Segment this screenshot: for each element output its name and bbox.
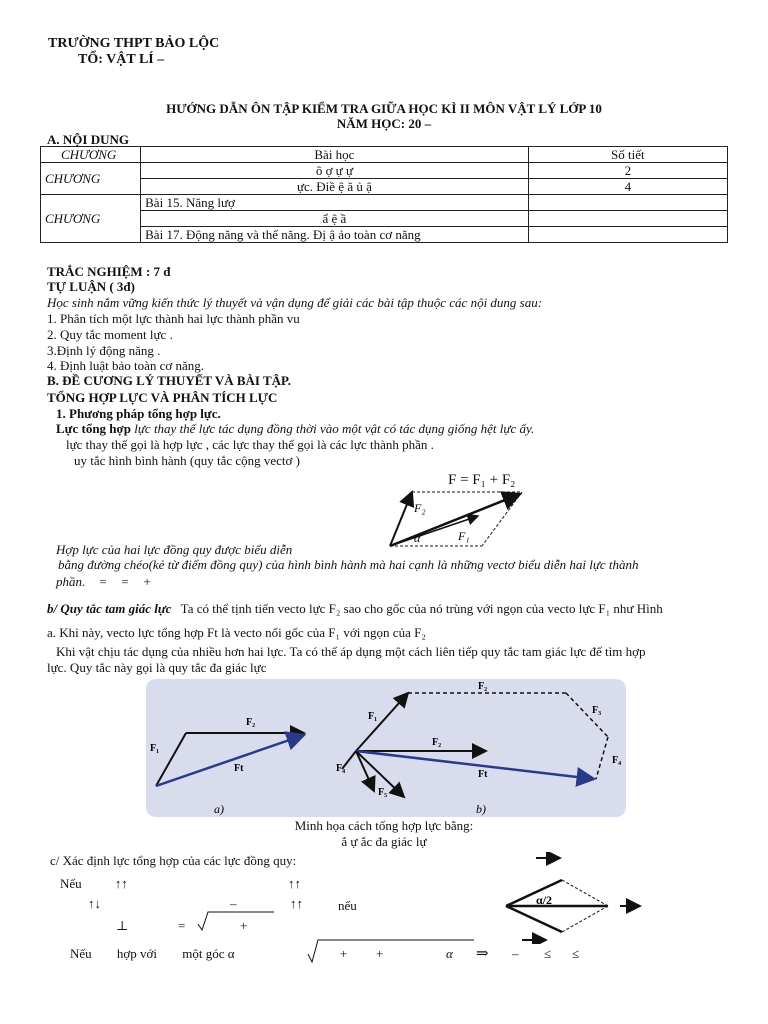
list-item: 4. Định luật bảo toàn cơ năng.	[47, 358, 205, 373]
table-cell-chapter: CHƯƠNG	[41, 163, 141, 195]
table-row	[41, 179, 728, 195]
section-a-title: A. NỘI DUNG	[47, 132, 129, 147]
resultant-text: Hợp lực của hai lực đồng quy được biểu diễn	[56, 542, 293, 557]
neu-label: Nếu	[60, 876, 82, 891]
case-opposite-direction: ↑↓	[88, 896, 101, 911]
fig-b-f4-origin-label: F₄	[336, 763, 346, 774]
f1-label: F₁	[458, 529, 470, 543]
fig-a-ft-label: Ft	[234, 763, 244, 774]
table-cell-periods	[528, 227, 727, 243]
lower-left-edge	[506, 906, 562, 932]
fig-b-f1-label: F₁	[368, 711, 378, 722]
implies-symbol: ⇒	[476, 946, 489, 962]
fig-a-f2-label: F₂	[246, 717, 256, 728]
hop-voi-text: hợp với	[116, 946, 158, 961]
method-title: 1. Phương pháp tổng hợp lực.	[56, 406, 221, 421]
minus-symbol: –	[230, 896, 237, 911]
plus-2: +	[376, 946, 384, 961]
table-cell-periods: 4	[528, 179, 727, 195]
definition-line-2: lực thay thế gọi là hợp lực , các lực thay thế gọi là các lực thành phần .	[66, 437, 434, 452]
table-header-row	[41, 147, 728, 163]
triangle-rule-line	[47, 601, 663, 617]
fig-a-ft	[156, 735, 304, 786]
plus-symbol: =	[178, 918, 186, 933]
same-direction-symbol: ↑↑	[114, 876, 128, 891]
fig-b-f2-label: F₂	[432, 737, 442, 748]
perpendicular-symbol: ⊥	[116, 918, 129, 933]
school-year: NĂM HỌC: 20 –	[336, 116, 432, 131]
list-item: 3.Định lý động năng .	[47, 343, 161, 358]
fig-b-f4-dashed	[596, 737, 608, 779]
triangle-rule-text: Ta có thể tịnh tiến vecto lực F₂ sao cho gốc của nó trùng với ngọn của vecto lực F₁ như Hình	[180, 601, 663, 616]
alpha-label: α	[414, 531, 421, 545]
sqrt-plus: +	[240, 918, 248, 933]
table-row	[41, 227, 728, 243]
minus-2: –	[512, 946, 519, 961]
table-header-periods: Số tiết	[528, 147, 727, 163]
rhombus-diagram	[500, 852, 650, 944]
eq-symbol: =	[120, 574, 130, 589]
angle-text: một góc α	[182, 946, 235, 961]
parallelogram-rule-title: uy tắc hình bình hành (quy tắc cộng vectơ )	[74, 453, 301, 468]
doc-title: HƯỚNG DẪN ÔN TẬP KIỂM TRA GIỮA HỌC KÌ II MÔN VẬT LÝ LỚP 10	[166, 101, 602, 116]
upper-left-edge	[506, 880, 562, 906]
half-alpha-label: α/2	[536, 893, 553, 907]
lesson-table	[40, 146, 728, 243]
f2-label: F₂	[414, 501, 426, 515]
school-name: TRƯỜNG THPT BẢO LỘC	[48, 36, 220, 51]
resultant-text-3	[56, 574, 151, 590]
concurrent-rule-title: c/ Xác định lực tổng hợp của các lực đồng quy:	[50, 853, 297, 868]
resultant-vector	[390, 494, 520, 546]
upper-right-edge	[562, 880, 608, 906]
table-row	[41, 195, 728, 211]
le-1: ≤	[544, 946, 552, 961]
case-same-direction-b: ↑↑	[288, 876, 301, 891]
opposite-b: ↑↑	[290, 896, 303, 911]
table-cell-periods	[528, 195, 727, 211]
plus-symbol: +	[142, 574, 152, 589]
eq-symbol: =	[98, 574, 108, 589]
lower-right-edge	[562, 906, 608, 932]
resultant-phan: phần.	[56, 574, 86, 589]
neu-label-2: nếu	[338, 898, 357, 913]
parallelogram-diagram	[380, 484, 530, 556]
section-b-title: B. ĐỀ CƯƠNG LÝ THUYẾT VÀ BÀI TẬP.	[47, 373, 292, 388]
plus-1: +	[340, 946, 348, 961]
department-name: TỔ: VẬT LÍ –	[78, 52, 165, 67]
fig-b-f3-label: F₃	[592, 705, 602, 716]
le-2: ≤	[572, 946, 580, 961]
fig-a-caption: a)	[214, 802, 224, 816]
table-cell-lesson: Bài 15. Năng lượ	[141, 195, 529, 211]
case-angle	[70, 946, 235, 962]
case-same-direction	[60, 876, 128, 892]
table-cell-lesson: ẩ ệ ầ	[141, 211, 529, 227]
fig-b-ft	[356, 751, 594, 779]
table-row	[41, 163, 728, 179]
table-row	[41, 211, 728, 227]
fig-b-caption: b)	[476, 802, 486, 816]
table-header-chapter: CHƯƠNG	[41, 147, 141, 163]
multiple-choice-label: TRẮC NGHIỆM : 7 đ	[47, 264, 171, 279]
figure-caption-2: ắ ự ắc đa giác lự	[341, 834, 427, 849]
fig-b-f4-label: F₄	[612, 755, 622, 766]
fig-b-f1	[356, 693, 408, 751]
polygon-rule-text: Khi vật chịu tác dụng của nhiều hơn hai lực. Ta có thể áp dụng một cách liên tiếp quy tắc tam giác lực để tìm hợp	[56, 644, 646, 659]
definition-text: lực thay thế lực tác dụng đồng thời vào một vật có tác dụng giống hệt lực ấy.	[130, 421, 535, 436]
fig-b-f2-top-label: F₂	[478, 681, 488, 692]
intro-text: Học sinh nắm vững kiến thức lý thuyết và vận dụng để giải các bài tập thuộc các nội dung sau:	[47, 295, 543, 310]
neu-label-3: Nếu	[70, 946, 92, 961]
table-cell-chapter: CHƯƠNG	[41, 195, 141, 243]
essay-label: TỰ LUẬN ( 3đ)	[47, 279, 135, 294]
table-cell-lesson: ô ợ ự ự	[141, 163, 529, 179]
table-cell-periods	[528, 211, 727, 227]
subsection-title: TỔNG HỢP LỰC VÀ PHÂN TÍCH LỰC	[47, 390, 278, 405]
polygon-rule-text-2: lực. Quy tắc này gọi là quy tắc đa giác lực	[47, 660, 267, 675]
sqrt-sign	[196, 910, 276, 934]
table-cell-periods: 2	[528, 163, 727, 179]
definition-term: Lực tổng hợp	[56, 421, 131, 436]
fig-b-f3	[356, 751, 374, 791]
force-polygon-figure	[146, 679, 626, 817]
alpha-symbol: α	[446, 946, 453, 961]
list-item: 2. Quy tắc moment lực .	[47, 327, 173, 342]
table-cell-lesson: ực. Điề ệ ă ủ ậ	[141, 179, 529, 195]
table-cell-lesson: Bài 17. Động năng và thế năng. Đị ậ ảo toàn cơ năng	[141, 227, 529, 243]
definition-line	[56, 421, 534, 437]
triangle-rule-text-2: a. Khi này, vecto lực tổng hợp Ft là vecto nối gốc của F₁ với ngọn của F₂	[47, 625, 426, 640]
fig-a-f1-label: F₁	[150, 743, 160, 754]
fig-b-f3-dashed	[566, 693, 608, 737]
formula-text: F = F₁ + F₂	[448, 472, 516, 488]
fig-b-ft-label: Ft	[478, 769, 488, 780]
resultant-text-2: bằng đường chéo(kẻ từ điểm đồng quy) của hình bình hành mà hai cạnh là những vectơ biểu diễn hai lực thành	[58, 557, 639, 572]
table-header-lesson: Bài học	[141, 147, 529, 163]
triangle-rule-title: b/ Quy tắc tam giác lực	[47, 601, 172, 616]
figure-caption: Minh họa cách tổng hợp lực bằng:	[294, 818, 474, 833]
fig-b-f5-label: F₅	[378, 787, 388, 798]
list-item: 1. Phân tích một lực thành hai lực thành phần vu	[47, 311, 300, 326]
